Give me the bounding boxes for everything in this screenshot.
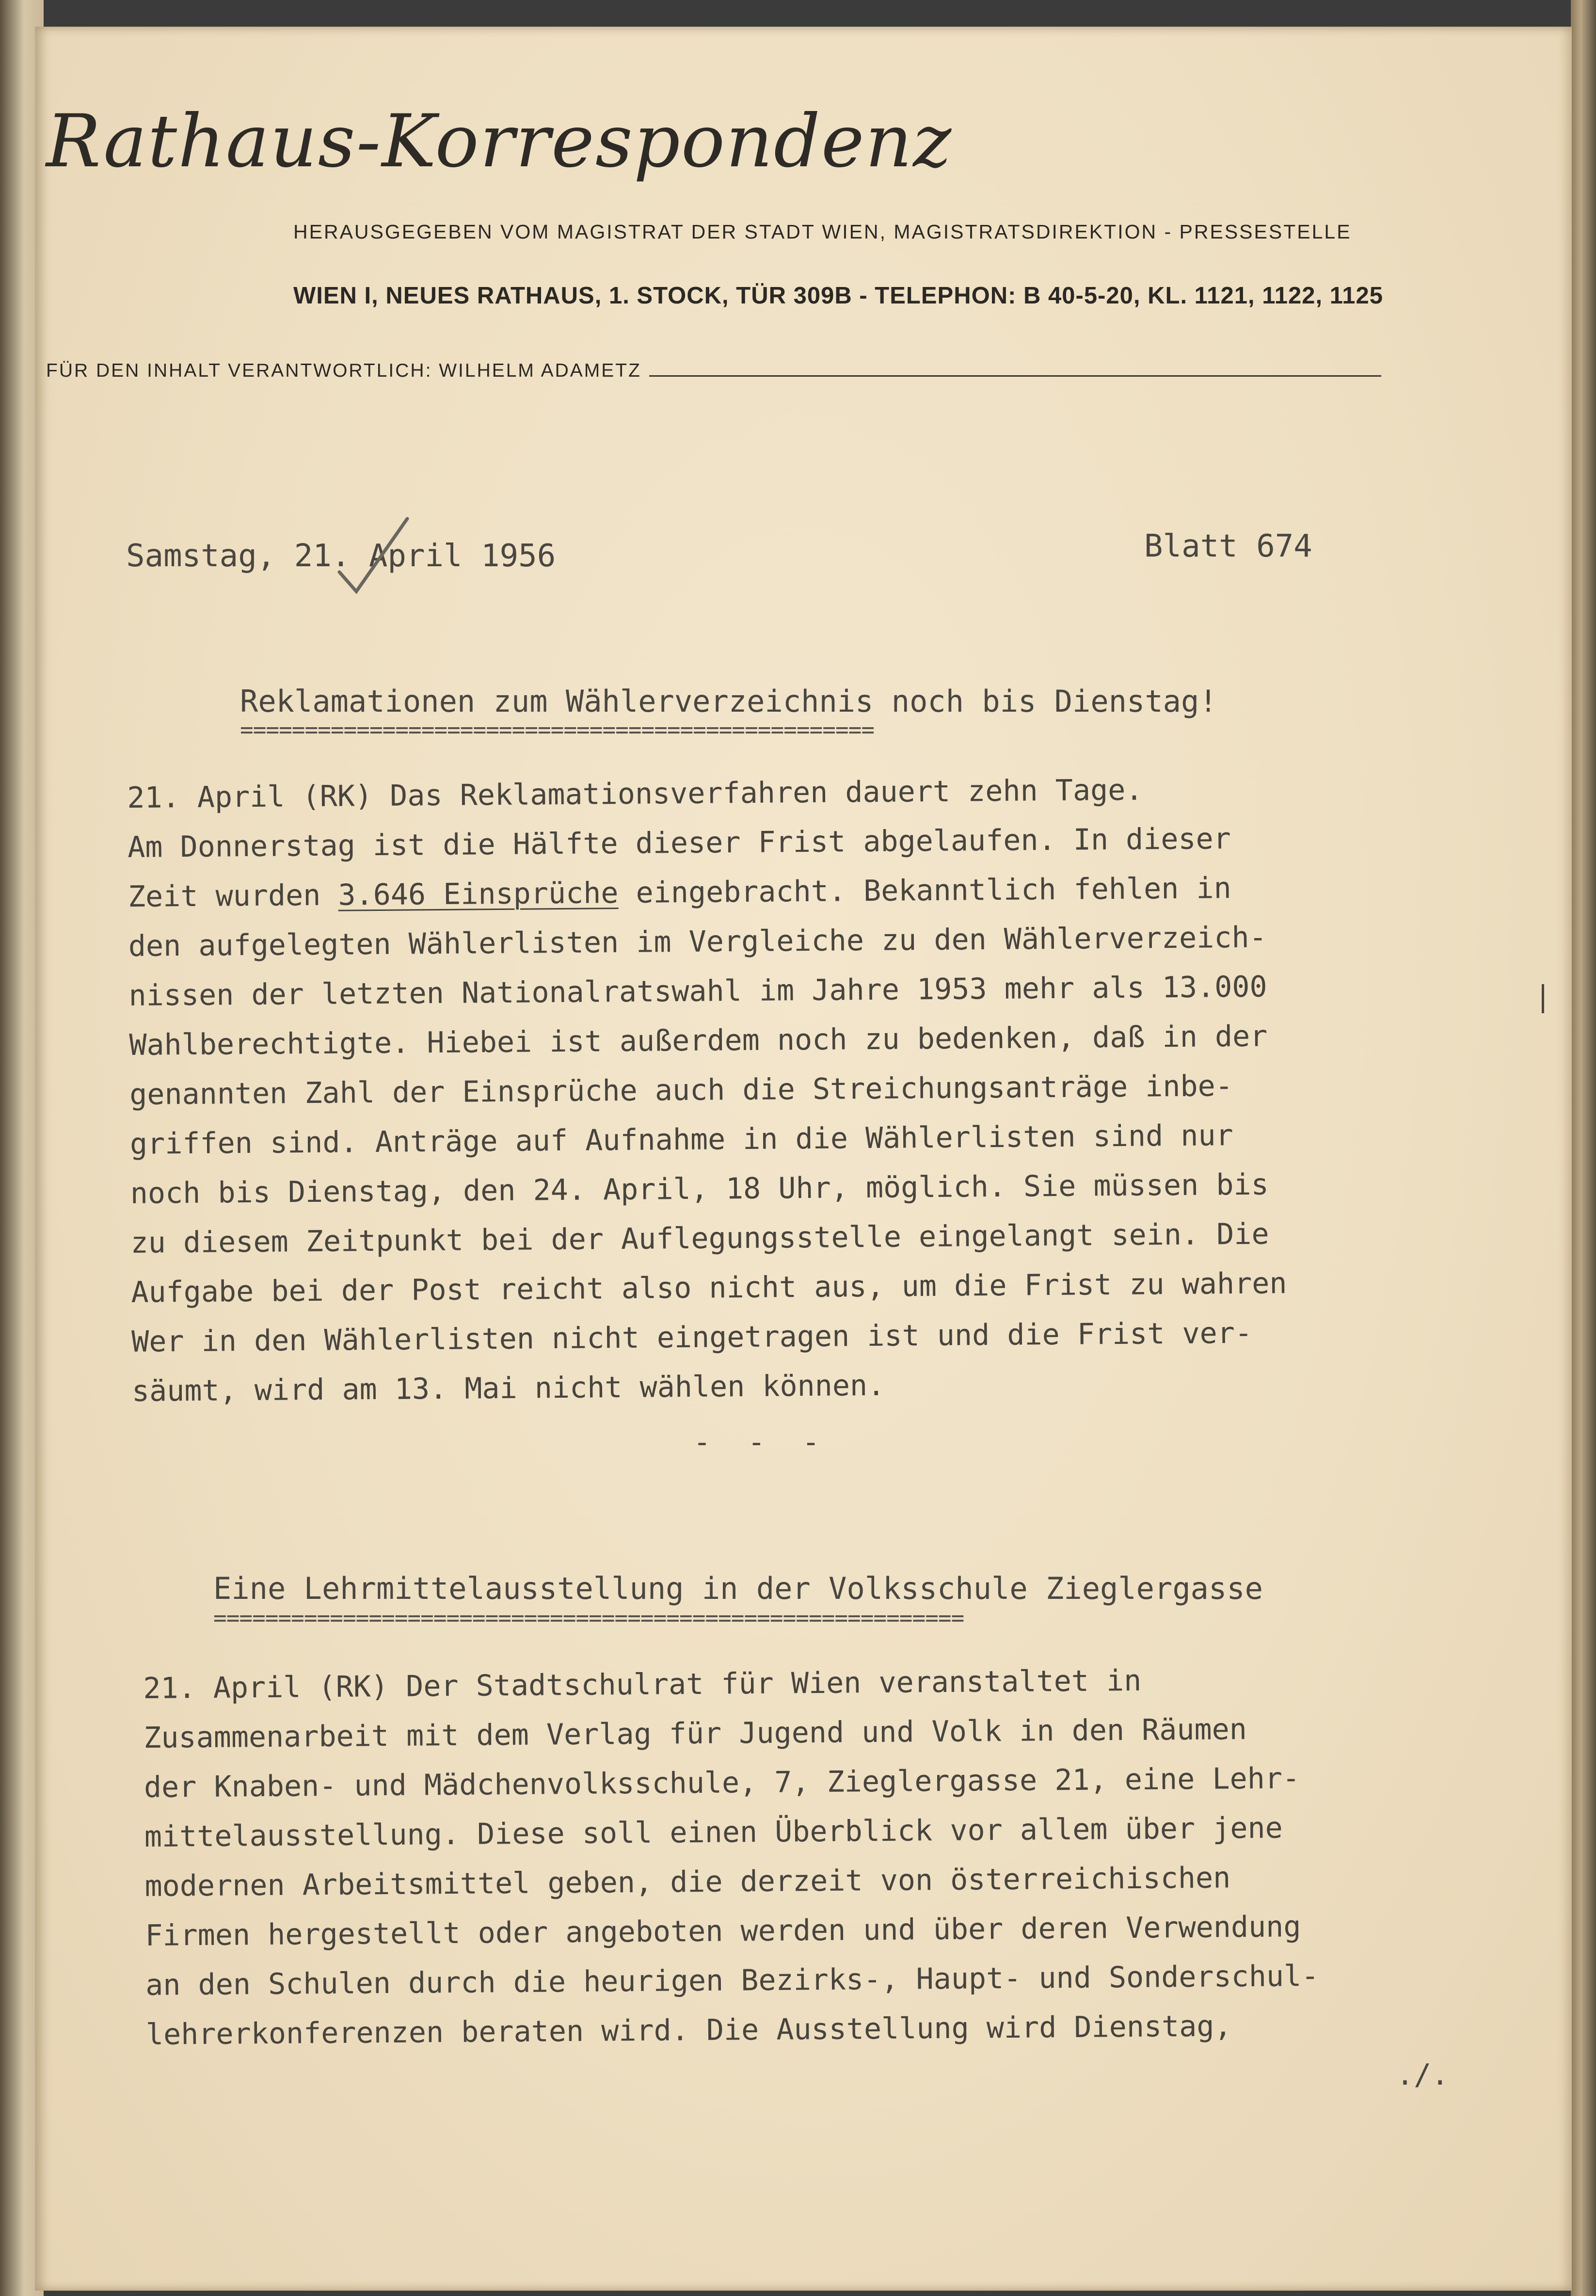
- body-line: Wer in den Wählerlisten nicht eingetragen ist und die Frist ver-: [131, 1316, 1253, 1359]
- body-line: 21. April (RK) Das Reklamationsverfahren dauert zehn Tage.: [127, 773, 1143, 815]
- body-line: den aufgelegten Wählerlisten im Vergleiche zu den Wählerverzeich-: [128, 920, 1267, 963]
- address-line: WIEN I, NEUES RATHAUS, 1. STOCK, TÜR 309B - TELEPHON: B 40-5-20, KL. 1121, 1122, 1125: [293, 283, 1384, 309]
- article-1-heading-rule: =================================================: [240, 717, 875, 743]
- issue-date: Samstag, 21. April 1956: [126, 538, 556, 574]
- body-line: Aufgabe bei der Post reicht also nicht aus, um die Frist zu wahren: [131, 1266, 1287, 1309]
- continuation-mark: ./.: [1396, 2058, 1449, 2092]
- article-1-body: [127, 764, 1288, 1416]
- article-2-heading: Eine Lehrmittelausstellung in der Volksschule Zieglergasse: [213, 1571, 1263, 1606]
- body-line: säumt, wird am 13. Mai nicht wählen können.: [131, 1368, 885, 1408]
- underlined-count: 3.646 Einsprüche: [338, 876, 619, 912]
- sheet-number: Blatt 674: [1144, 528, 1312, 564]
- body-line: der Knaben- und Mädchenvolksschule, 7, Zieglergasse 21, eine Lehr-: [144, 1761, 1300, 1804]
- publisher-line: HERAUSGEGEBEN VOM MAGISTRAT DER STADT WIEN, MAGISTRATSDIREKTION - PRESSESTELLE: [293, 221, 1352, 243]
- body-line: griffen sind. Anträge auf Aufnahme in die Wählerlisten sind nur: [129, 1118, 1233, 1161]
- body-line: an den Schulen durch die heurigen Bezirks-, Haupt- und Sonderschul-: [145, 1959, 1319, 2002]
- masthead-title: Rathaus-Korrespondenz: [46, 99, 953, 184]
- responsible-line: [46, 360, 1381, 382]
- checkmark-icon: [335, 514, 412, 596]
- body-line: Zeit wurden 3.646 Einsprüche eingebracht. Bekanntlich fehlen in: [128, 871, 1231, 914]
- body-line: Wahlberechtigte. Hiebei ist außerdem noch zu bedenken, daß in der: [129, 1019, 1268, 1062]
- article-2-heading-rule: ==========================================================: [213, 1605, 964, 1631]
- body-line: Firmen hergestellt oder angeboten werden und über deren Verwendung: [145, 1910, 1301, 1953]
- body-line: nissen der letzten Nationalratswahl im Jahre 1953 mehr als 13.000: [128, 970, 1267, 1013]
- page-edge: [1571, 0, 1596, 2296]
- body-line: lehrerkonferenzen beraten wird. Die Ausstellung wird Dienstag,: [145, 2009, 1232, 2052]
- responsible-text: FÜR DEN INHALT VERANTWORTLICH: WILHELM ADAMETZ: [46, 360, 641, 381]
- body-line: mittelausstellung. Diese soll einen Überblick vor allem über jene: [144, 1811, 1283, 1854]
- body-line: genannten Zahl der Einsprüche auch die Streichungsanträge inbe-: [129, 1069, 1233, 1112]
- article-2-body: [143, 1655, 1320, 2059]
- margin-mark: [1542, 984, 1544, 1013]
- article-separator: - - -: [693, 1425, 830, 1459]
- body-line: modernen Arbeitsmittel geben, die derzeit von österreichischen: [144, 1861, 1231, 1903]
- responsible-rule: [649, 375, 1381, 377]
- body-line: noch bis Dienstag, den 24. April, 18 Uhr, möglich. Sie müssen bis: [130, 1167, 1269, 1211]
- body-line: zu diesem Zeitpunkt bei der Auflegungsstelle eingelangt sein. Die: [130, 1217, 1269, 1260]
- article-1-heading: Reklamationen zum Wählerverzeichnis noch bis Dienstag!: [240, 684, 1217, 719]
- body-line: 21. April (RK) Der Stadtschulrat für Wien veranstaltet in: [143, 1663, 1142, 1706]
- body-line: Am Donnerstag ist die Hälfte dieser Frist abgelaufen. In dieser: [127, 822, 1231, 864]
- body-line: Zusammenarbeit mit dem Verlag für Jugend und Volk in den Räumen: [143, 1712, 1247, 1755]
